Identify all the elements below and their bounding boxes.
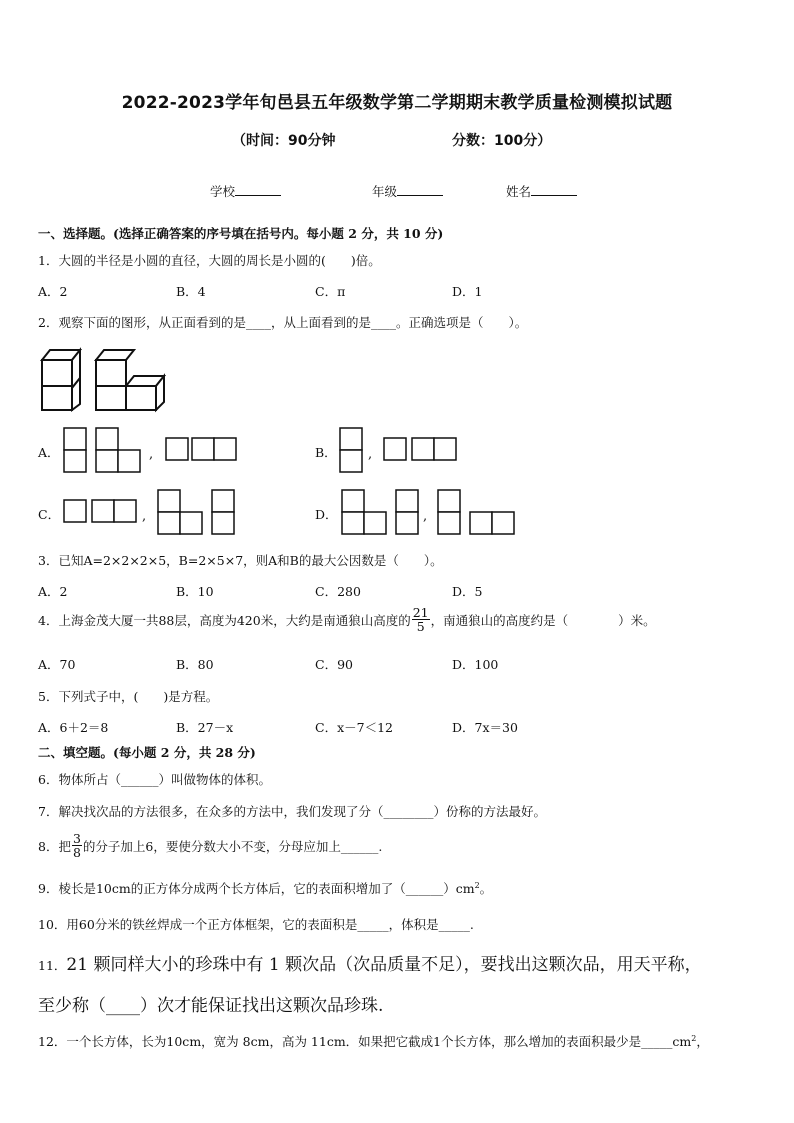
q1-option-c[interactable]: C．π <box>315 284 346 299</box>
question-2: 2．观察下面的图形，从正面看到的是____，从上面看到的是____。正确选项是（ ）。 <box>38 315 528 330</box>
q4-option-d[interactable]: D．100 <box>452 657 499 672</box>
svg-text:,: , <box>423 509 428 524</box>
q3-option-c[interactable]: C．280 <box>315 584 361 599</box>
question-9: 9．棱长是10cm的正方体分成两个长方体后，它的表面积增加了$(\_\_\_\_\_\_)cm^2$。 <box>38 880 493 896</box>
q4-option-c[interactable]: C．90 <box>315 657 353 672</box>
q1-option-a[interactable]: A．2 <box>38 284 68 299</box>
grade-field[interactable]: 年级 <box>372 182 443 200</box>
question-11-line2: 至少称（____）次才能保证找出这颗次品珍珠. <box>38 996 384 1016</box>
svg-text:,: , <box>368 447 373 462</box>
question-8: 8．把 3 8 的分子加上6，要使分数大小不变，分母应加上______. <box>38 831 383 861</box>
q8-fraction: 3 8 <box>72 831 81 861</box>
q2-option-b[interactable]: B． <box>315 445 337 460</box>
question-10: 10．用60分米的铁丝焊成一个正方体框架，它的表面积是_____，体积是_____. <box>38 917 474 932</box>
q5-option-b[interactable]: B．27－x <box>176 720 234 735</box>
q4-option-b[interactable]: B．80 <box>176 657 214 672</box>
question-7: 7．解决找次品的方法很多，在众多的方法中，我们发现了分（________）份称的方法最好。 <box>38 804 546 819</box>
question-1: 1．大圆的半径是小圆的直径，大圆的周长是小圆的( )倍。 <box>38 253 381 268</box>
q5-option-c[interactable]: C．x－7＜12 <box>315 720 393 735</box>
q1-option-d[interactable]: D．1 <box>452 284 483 299</box>
q4-option-a[interactable]: A．70 <box>38 657 76 672</box>
name-field[interactable]: 姓名 <box>506 182 577 200</box>
question-3: 3．已知A=2×2×2×5，B=2×5×7，则A和B的最大公因数是（ ）。 <box>38 553 443 568</box>
q4-fraction: 21 5 <box>412 605 429 635</box>
section-heading-fill: 二、填空题。(每小题 2 分，共 28 分) <box>38 745 256 760</box>
page-title: 2022-2023学年旬邑县五年级数学第二学期期末教学质量检测模拟试题 <box>121 93 673 113</box>
question-5: 5．下列式子中，( )是方程。 <box>38 689 219 704</box>
q2-option-d-views <box>340 488 520 538</box>
q2-option-c-views <box>62 488 242 538</box>
q5-option-d[interactable]: D．7x＝30 <box>452 720 518 735</box>
question-4: 4．上海金茂大厦一共88层，高度为420米，大约是南通狼山高度的 21 5 ，南通狼山的高度约是（ ）米。 <box>38 605 656 635</box>
section-heading-choice: 一、选择题。(选择正确答案的序号填在括号内。每小题 2 分，共 10 分) <box>38 226 444 241</box>
q2-option-a-views <box>62 426 252 476</box>
exam-time: （时间：90分钟 <box>232 133 336 149</box>
svg-text:,: , <box>149 447 154 462</box>
q1-option-b[interactable]: B．4 <box>176 284 206 299</box>
q2-option-a[interactable]: A． <box>38 445 60 460</box>
exam-score: 分数：100分） <box>452 133 552 149</box>
question-6: 6．物体所占（______）叫做物体的体积。 <box>38 772 271 787</box>
question-11-line1: 11．21 颗同样大小的珍珠中有 1 颗次品（次品质量不足），要找出这颗次品，用天平称， <box>38 955 702 975</box>
q2-option-b-views <box>338 426 468 476</box>
question-12: 12．一个长方体，长为10cm，宽为 8cm，高为 11cm．如果把它截成1个长方体，那么增加的表面积最少是$\_\_\_\_\_cm^2$， <box>38 1033 709 1049</box>
cube-stack-figure <box>38 342 166 414</box>
q5-option-a[interactable]: A．6＋2＝8 <box>38 720 109 735</box>
q3-option-d[interactable]: D．5 <box>452 584 483 599</box>
q2-option-d[interactable]: D． <box>315 507 338 522</box>
school-field[interactable]: 学校 <box>210 182 281 200</box>
svg-text:,: , <box>142 509 147 524</box>
q2-option-c[interactable]: C． <box>38 507 61 522</box>
q3-option-a[interactable]: A．2 <box>38 584 68 599</box>
q3-option-b[interactable]: B．10 <box>176 584 214 599</box>
